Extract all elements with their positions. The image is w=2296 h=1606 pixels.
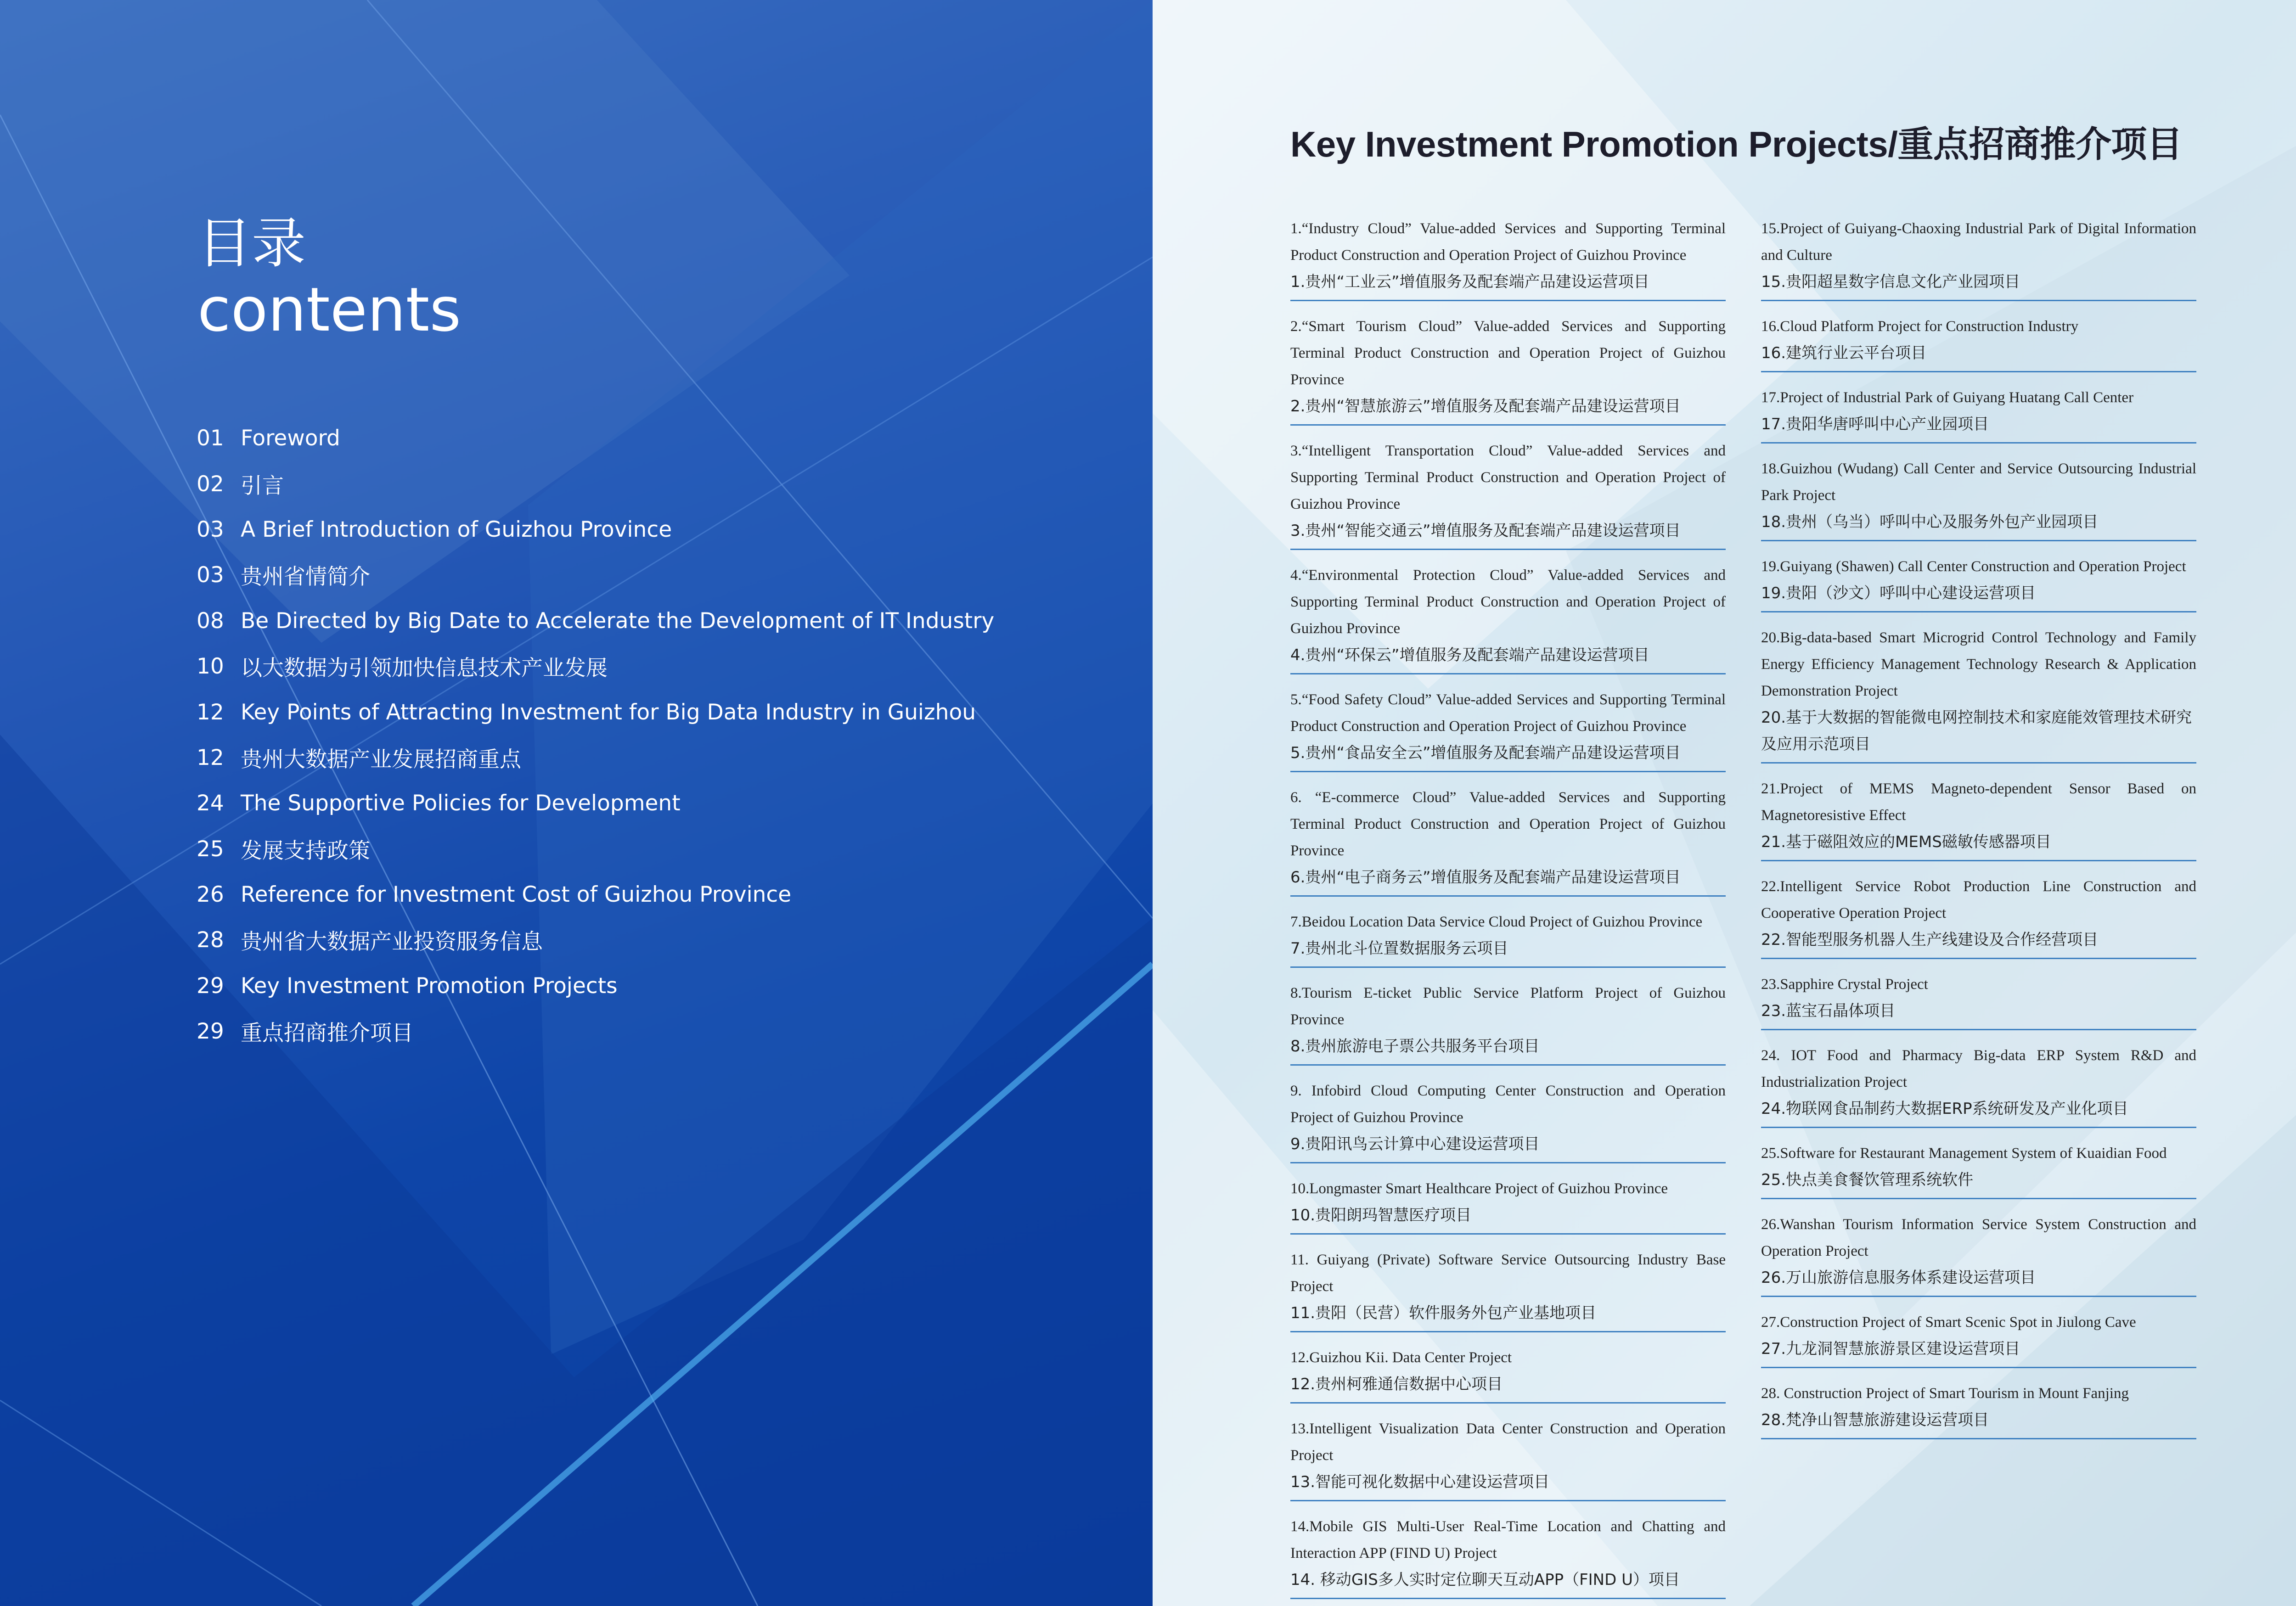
toc-page-number: 02 (197, 471, 224, 497)
toc-label: Reference for Investment Cost of Guizhou Province (241, 882, 792, 908)
project-entry[interactable] (1761, 209, 2196, 301)
contents-title (197, 211, 461, 344)
project-title-en: 17.Project of Industrial Park of Guiyang Huatang Call Center (1761, 389, 2134, 406)
toc-item[interactable] (197, 598, 1069, 644)
project-title-en: 16.Cloud Platform Project for Construction Industry (1761, 318, 2079, 335)
project-title-zh: 19.贵阳（沙文）呼叫中心建设运营项目 (1761, 584, 2036, 602)
toc-page-number: 26 (197, 882, 224, 908)
projects-column-right (1761, 209, 2196, 1445)
project-title-en: 12.Guizhou Kii. Data Center Project (1290, 1349, 1512, 1366)
project-entry[interactable] (1290, 902, 1726, 968)
toc-page-number: 25 (197, 836, 224, 862)
toc-label: Foreword (241, 426, 340, 451)
toc-page-number: 28 (197, 927, 224, 953)
toc-label: 贵州大数据产业发展招商重点 (241, 747, 521, 772)
project-title-zh: 21.基于磁阻效应的MEMS磁敏传感器项目 (1761, 833, 2051, 851)
project-entry[interactable] (1290, 307, 1726, 426)
project-entry[interactable] (1761, 449, 2196, 541)
project-title-zh: 7.贵州北斗位置数据服务云项目 (1290, 939, 1508, 958)
toc-label: Key Points of Attracting Investment for Big Data Industry in Guizhou (241, 699, 976, 725)
toc-item[interactable] (197, 872, 1069, 917)
project-title-en: 9. Infobird Cloud Computing Center Construction and Operation Project of Guizhou Province (1290, 1083, 1726, 1126)
project-entry[interactable] (1290, 1409, 1726, 1501)
contents-title-en: contents (197, 275, 461, 345)
project-title-zh: 17.贵阳华唐呼叫中心产业园项目 (1761, 415, 1989, 433)
project-title-en: 1.“Industry Cloud” Value-added Services and Supporting Terminal Product Construction and Operation Project of Guizhou Province (1290, 220, 1726, 264)
toc-label: A Brief Introduction of Guizhou Province (241, 517, 672, 542)
project-entry[interactable] (1761, 1205, 2196, 1297)
project-title-en: 11. Guiyang (Private) Software Service Outsourcing Industry Base Project (1290, 1252, 1726, 1295)
toc-page-number: 03 (197, 562, 224, 588)
project-title-zh: 2.贵州“智慧旅游云”增值服务及配套端产品建设运营项目 (1290, 397, 1681, 416)
project-title-en: 27.Construction Project of Smart Scenic Spot in Jiulong Cave (1761, 1314, 2136, 1331)
project-title-zh: 15.贵阳超星数字信息文化产业园项目 (1761, 273, 2020, 291)
project-entry[interactable] (1761, 1374, 2196, 1439)
project-title-zh: 11.贵阳（民营）软件服务外包产业基地项目 (1290, 1304, 1597, 1322)
project-entry[interactable] (1290, 1240, 1726, 1332)
project-title-en: 26.Wanshan Tourism Information Service System Construction and Operation Project (1761, 1216, 2196, 1259)
project-title-en: 28. Construction Project of Smart Tourism in Mount Fanjing (1761, 1385, 2129, 1402)
project-title-zh: 9.贵阳讯鸟云计算中心建设运营项目 (1290, 1135, 1540, 1153)
toc-label: 重点招商推介项目 (241, 1021, 413, 1046)
project-title-en: 7.Beidou Location Data Service Cloud Project of Guizhou Province (1290, 914, 1703, 930)
project-title-en: 8.Tourism E-ticket Public Service Platform Project of Guizhou Province (1290, 985, 1726, 1028)
project-title-en: 18.Guizhou (Wudang) Call Center and Service Outsourcing Industrial Park Project (1761, 460, 2196, 504)
project-entry[interactable] (1290, 778, 1726, 897)
toc-item[interactable] (197, 461, 1069, 506)
project-entry[interactable] (1290, 1071, 1726, 1163)
project-title-zh: 12.贵州柯雅通信数据中心项目 (1290, 1375, 1503, 1393)
project-title-en: 24. IOT Food and Pharmacy Big-data ERP System R&D and Industrialization Project (1761, 1047, 2196, 1090)
project-entry[interactable] (1761, 618, 2196, 764)
toc-item[interactable] (197, 963, 1069, 1009)
toc-item[interactable] (197, 1009, 1069, 1054)
project-title-en: 23.Sapphire Crystal Project (1761, 976, 1928, 993)
project-title-zh: 23.蓝宝石晶体项目 (1761, 1002, 1896, 1020)
project-entry[interactable] (1761, 1303, 2196, 1368)
project-entry[interactable] (1761, 769, 2196, 861)
project-title-en: 20.Big-data-based Smart Microgrid Control Technology and Family Energy Efficiency Management Technology Research & Application Demonstration Project (1761, 629, 2196, 699)
project-title-en: 25.Software for Restaurant Management System of Kuaidian Food (1761, 1145, 2167, 1162)
project-title-en: 21.Project of MEMS Magneto-dependent Sensor Based on Magnetoresistive Effect (1761, 781, 2196, 824)
project-title-zh: 13.智能可视化数据中心建设运营项目 (1290, 1473, 1550, 1491)
toc-page-number: 29 (197, 1019, 224, 1044)
project-entry[interactable] (1290, 1169, 1726, 1235)
project-title-zh: 16.建筑行业云平台项目 (1761, 344, 1927, 362)
toc-item[interactable] (197, 781, 1069, 826)
toc-page-number: 10 (197, 654, 224, 679)
toc-item[interactable] (197, 735, 1069, 781)
toc-page-number: 08 (197, 608, 224, 634)
project-entry[interactable] (1290, 209, 1726, 301)
toc-label: 引言 (241, 473, 284, 499)
project-title-en: 22.Intelligent Service Robot Production Line Construction and Cooperative Operation Project (1761, 878, 2196, 921)
project-title-zh: 18.贵州（乌当）呼叫中心及服务外包产业园项目 (1761, 513, 2099, 531)
project-entry[interactable] (1290, 973, 1726, 1066)
toc-page-number: 01 (197, 426, 224, 451)
contents-title-zh: 目录 (197, 212, 306, 275)
project-entry[interactable] (1761, 378, 2196, 444)
toc-page-number: 12 (197, 745, 224, 770)
toc-label: 贵州省大数据产业投资服务信息 (241, 929, 543, 955)
toc-page-number: 29 (197, 973, 224, 999)
project-entry[interactable] (1761, 965, 2196, 1030)
toc-item[interactable] (197, 917, 1069, 963)
project-title-zh: 10.贵阳朗玛智慧医疗项目 (1290, 1206, 1472, 1224)
project-title-zh: 20.基于大数据的智能微电网控制技术和家庭能效管理技术研究及应用示范项目 (1761, 708, 2192, 753)
project-title-en: 15.Project of Guiyang-Chaoxing Industrial Park of Digital Information and Culture (1761, 220, 2196, 264)
toc-item[interactable] (197, 826, 1069, 872)
project-title-zh: 24.物联网食品制药大数据ERP系统研发及产业化项目 (1761, 1100, 2128, 1118)
toc-label: The Supportive Policies for Development (241, 791, 681, 816)
project-title-zh: 6.贵州“电子商务云”增值服务及配套端产品建设运营项目 (1290, 868, 1681, 887)
toc-label: 发展支持政策 (241, 838, 370, 864)
project-title-zh: 28.梵净山智慧旅游建设运营项目 (1761, 1411, 1989, 1429)
project-title-zh: 1.贵州“工业云”增值服务及配套端产品建设运营项目 (1290, 273, 1649, 291)
project-entry[interactable] (1761, 307, 2196, 372)
project-entry[interactable] (1761, 867, 2196, 959)
toc-item[interactable] (197, 552, 1069, 598)
contents-list (197, 416, 1069, 1054)
project-entry[interactable] (1290, 1507, 1726, 1599)
project-entry[interactable] (1290, 1338, 1726, 1404)
project-entry[interactable] (1290, 556, 1726, 674)
toc-item[interactable] (197, 644, 1069, 689)
project-entry[interactable] (1290, 680, 1726, 772)
project-title-en: 19.Guiyang (Shawen) Call Center Construction and Operation Project (1761, 558, 2186, 575)
toc-item[interactable] (197, 689, 1069, 735)
toc-page-number: 03 (197, 517, 224, 542)
project-title-en: 13.Intelligent Visualization Data Center Construction and Operation Project (1290, 1421, 1726, 1464)
toc-page-number: 12 (197, 699, 224, 725)
project-title-zh: 3.贵州“智能交通云”增值服务及配套端产品建设运营项目 (1290, 522, 1681, 540)
project-entry[interactable] (1290, 431, 1726, 550)
project-title-zh: 25.快点美食餐饮管理系统软件 (1761, 1171, 1974, 1189)
projects-column-left (1290, 209, 1726, 1605)
project-title-en: 5.“Food Safety Cloud” Value-added Services and Supporting Terminal Product Construction and Operation Project of Guizhou Province (1290, 691, 1726, 735)
toc-label: Be Directed by Big Date to Accelerate the Development of IT Industry (241, 608, 995, 634)
projects-heading: Key Investment Promotion Projects/重点招商推介项目 (1290, 124, 2183, 164)
project-entry[interactable] (1761, 1134, 2196, 1199)
toc-label: 贵州省情简介 (241, 564, 370, 590)
project-entry[interactable] (1761, 1036, 2196, 1128)
toc-page-number: 24 (197, 791, 224, 816)
project-title-en: 2.“Smart Tourism Cloud” Value-added Services and Supporting Terminal Product Construction and Operation Project of Guizhou Province (1290, 318, 1726, 388)
project-title-en: 6. “E-commerce Cloud” Value-added Services and Supporting Terminal Product Construction and Operation Project of Guizhou Province (1290, 789, 1726, 859)
toc-label: Key Investment Promotion Projects (241, 973, 618, 999)
project-title-zh: 8.贵州旅游电子票公共服务平台项目 (1290, 1037, 1540, 1056)
project-title-en: 3.“Intelligent Transportation Cloud” Value-added Services and Supporting Terminal Product Construction and Operation Project of Guizhou Province (1290, 443, 1726, 512)
project-title-en: 10.Longmaster Smart Healthcare Project of Guizhou Province (1290, 1180, 1668, 1197)
project-title-zh: 26.万山旅游信息服务体系建设运营项目 (1761, 1269, 2036, 1287)
project-title-zh: 4.贵州“环保云”增值服务及配套端产品建设运营项目 (1290, 646, 1649, 664)
project-title-zh: 22.智能型服务机器人生产线建设及合作经营项目 (1761, 931, 2099, 949)
project-title-en: 4.“Environmental Protection Cloud” Value-added Services and Supporting Terminal Product Construction and Operation Project of Guizhou Province (1290, 567, 1726, 637)
project-title-en: 14.Mobile GIS Multi-User Real-Time Location and Chatting and Interaction APP (FIND U) Project (1290, 1518, 1726, 1561)
project-title-zh: 14. 移动GIS多人实时定位聊天互动APP（FIND U）项目 (1290, 1571, 1680, 1589)
toc-label: 以大数据为引领加快信息技术产业发展 (241, 656, 608, 681)
toc-item[interactable] (197, 416, 1069, 461)
project-title-zh: 27.九龙洞智慧旅游景区建设运营项目 (1761, 1340, 2020, 1358)
project-title-zh: 5.贵州“食品安全云”增值服务及配套端产品建设运营项目 (1290, 744, 1681, 762)
toc-item[interactable] (197, 507, 1069, 552)
project-entry[interactable] (1761, 547, 2196, 612)
